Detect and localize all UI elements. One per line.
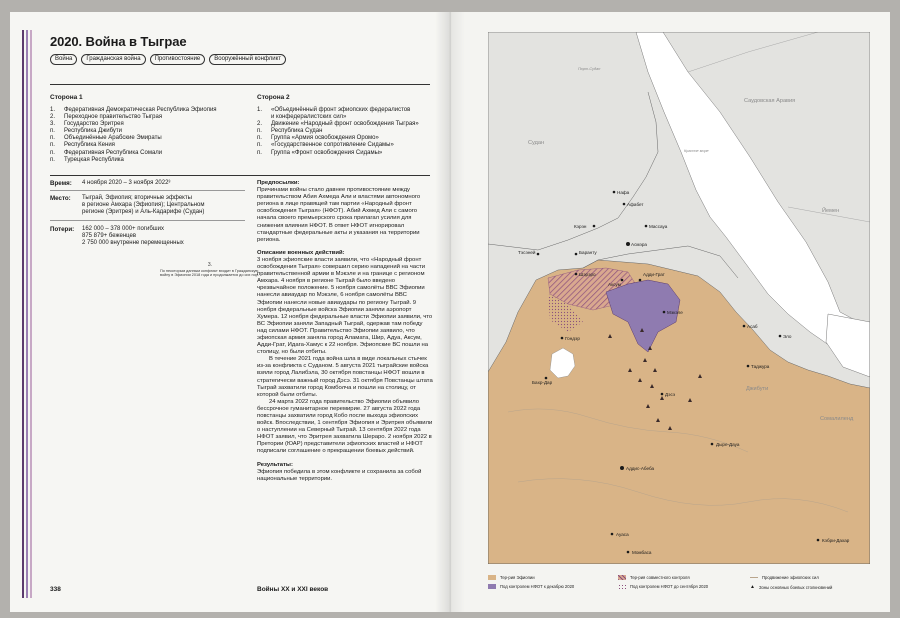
- place-label: Место:: [50, 195, 71, 202]
- region-label: Судан: [528, 140, 545, 146]
- city-dot: [645, 225, 648, 228]
- actions-paragraph: В течение 2021 года война шла в виде локальных стычек из-за конфликта с Суданом. 5 августа 2021 тыграйские войска взяли город Лалибэла, 30 октября повстанцы НФОТ вошли в стратегически важный город Дэсэ. 31 октября Повстанцы штата Тыграй захватили город Комболча и пошли на столицу, от которой были отбиты.: [257, 356, 433, 398]
- tag[interactable]: Война: [50, 54, 77, 65]
- footnote: 3. По некоторым данным конфликт входит в Гражданскую войну в Эфиопии 2018 года и продолжается до сих пор.: [160, 262, 259, 278]
- list-item: п. Турецкая Республика: [50, 156, 124, 163]
- tag[interactable]: Противостояние: [150, 54, 206, 65]
- legend-swatch: [488, 575, 496, 580]
- city-label: Порт-Судан: [578, 67, 601, 71]
- city-dot: [537, 253, 540, 256]
- city-label: Дыре-Дауа: [716, 442, 740, 447]
- city-label: Массауа: [649, 224, 668, 229]
- city-dot: [575, 273, 578, 276]
- city-dot: [613, 191, 616, 194]
- city-label: Момбаса: [632, 550, 652, 555]
- list-item: п. Федеративная Республика Сомали: [50, 149, 163, 156]
- city-dot: [626, 242, 630, 246]
- edge-stripe: [30, 30, 32, 598]
- city-label: Адди-Грат: [643, 272, 665, 277]
- legend-item: ▲ Зоны основных боевых столкновений: [750, 584, 833, 590]
- region-label: Сомалиленд: [820, 416, 854, 422]
- side2-list: [257, 107, 437, 157]
- list-item: п. Объединённые Арабские Эмираты: [50, 135, 162, 142]
- legend-item: Под контролем НФОТ к декабрю 2020: [488, 584, 574, 589]
- city-dot: [747, 365, 750, 368]
- losses-label: Потери:: [50, 226, 75, 233]
- city-dot: [817, 539, 820, 542]
- city-label: Шэрэро: [579, 272, 596, 277]
- city-label: Асмэра: [631, 242, 647, 247]
- results-heading: Результаты:: [257, 461, 293, 468]
- tag-list: [50, 54, 286, 65]
- city-dot: [611, 533, 614, 536]
- body-text: [257, 180, 433, 483]
- list-item: 2. Движение «Народный фронт освобождения Тыграя»: [257, 121, 419, 128]
- city-dot: [743, 325, 746, 328]
- list-item: п. «Государственное сопротивление Сидамы»: [257, 142, 394, 149]
- city-dot: [711, 443, 714, 446]
- list-item: и конфедералистских сил»: [271, 114, 347, 121]
- edge-stripe: [22, 30, 24, 598]
- actions-paragraph: 24 марта 2022 года правительство Эфиопии объявило бессрочное гуманитарное перемирие. 27 августа 2022 года повстанцы захватили город Кобо после выхода эфиопских войск. Впоследствии, 1 сентября Эфиопия и Эритрея объявили о наступлении на Северный Тыграй. 13 сентября 2022 года НФОТ заявил, что Эритрея захватила Шерарo. 2 ноября 2022 в Претории (ЮАР) представители эфиопских властей и НФОТ подписали соглашение о прекращении боевых действий.: [257, 398, 433, 455]
- city-label: Асаб: [747, 324, 758, 329]
- map-legend: [488, 572, 870, 596]
- running-title: Войны XX и XXI веков: [257, 586, 329, 593]
- list-item: 1. «Объединённый фронт эфиопских федералистов: [257, 107, 411, 113]
- legend-swatch: [488, 584, 496, 589]
- actions-heading: Описание военных действий:: [257, 249, 345, 256]
- city-label: Кэрэн: [574, 224, 587, 229]
- city-label: Аксум: [608, 282, 621, 287]
- city-label: Аддис-Абеба: [626, 466, 655, 471]
- divider: [50, 175, 430, 176]
- legend-swatch: [618, 584, 626, 589]
- tigray-war-map: [488, 32, 870, 564]
- list-item: 1. Федеративная Демократическая Республика Эфиопия: [50, 107, 217, 113]
- city-label: Баранту: [579, 250, 597, 255]
- city-label: Мэкэле: [667, 310, 683, 315]
- city-dot: [779, 335, 782, 338]
- city-dot: [575, 253, 578, 256]
- right-page: [450, 12, 890, 612]
- city-dot: [661, 393, 664, 396]
- legend-swatch: [618, 575, 626, 580]
- region-label: Йемен: [822, 208, 840, 214]
- city-label: Афабет: [627, 202, 644, 207]
- list-item: п. Республика Кения: [50, 142, 115, 149]
- results-text: Эфиопия победила в этом конфликте и сохранила за собой национальные территории.: [257, 468, 422, 482]
- list-item: п. Республика Джибути: [50, 128, 123, 135]
- edge-stripe: [26, 30, 28, 598]
- city-label: Дэсэ: [665, 392, 676, 397]
- tag[interactable]: Вооружённый конфликт: [209, 54, 286, 65]
- battle-icon: ▲: [750, 584, 755, 590]
- tag[interactable]: Гражданская война: [81, 54, 145, 65]
- city-dot: [627, 551, 630, 554]
- legend-item: Под контролем НФОТ до сентября 2020: [618, 584, 708, 589]
- place-value: Тыграй, Эфиопия; вторичные эффекты в регионе Амхара (Эфиопия); Центральном регионе (Эритрея) и Аль-Кадарифе (Судан): [82, 195, 205, 216]
- losses-value: 162 000 – 378 000+ погибших 875 879+ беженцев 2 750 000 внутренне перемещенных: [82, 226, 184, 247]
- city-dot: [561, 337, 564, 340]
- city-label: Эло: [783, 334, 792, 339]
- city-label: Бахр-Дар: [532, 380, 553, 385]
- city-label: Таджура: [751, 364, 770, 369]
- legend-item: Тер-рия Эфиопии: [488, 575, 535, 580]
- book-spread: [10, 12, 890, 612]
- divider: [50, 84, 430, 85]
- actions-paragraph: 3 ноября эфиопские власти заявили, что «Народный фронт освобождения Тыграя» совершил серию нападений на части правительственной армии в Мэкэле и на границе с регионом Амхара. 4 ноября в регионе Тыграй было введено чрезвычайное положение. 5 ноября самолёты ВВС Эфиопии нанесли авиаудар по Мэкэле, 6 ноября самолёты ВВС Эфиопии нанесли новые авиаудары по региону Тыграй. 9 ноября федеральные войска Эфиопии заняли аэропорт Хумера. 12 ноября федеральные власти Эфиопии заявили, что ВС Эфиопии заняли Западный Тыграй, одержав там победу над силами НФОТ. Правительство Эфиопии заявило, что эфиопская армия заняла город Аламата, Шир, Адуа, Аксум, Адди-Грат, Идага-Хамус к 22 ноября. Эфиопские ВС пошли на столицу, но были отбиты.: [257, 256, 433, 356]
- city-dot: [621, 279, 624, 282]
- city-dot: [623, 203, 626, 206]
- gutter-shadow: [435, 12, 465, 612]
- city-dot: [639, 279, 642, 282]
- city-label: Нафа: [617, 190, 630, 195]
- city-dot: [593, 225, 596, 228]
- list-item: п. Группа «Фронт освобождения Сидамы»: [257, 149, 383, 156]
- side1-list: [50, 107, 250, 164]
- side1-heading: Сторона 1: [50, 94, 83, 101]
- prereq-text: Причинами войны стало давнее противостояние между правительством Абия Ахмеда Али и властями автономного региона в лице правящей там партии «Народный фронт освобождения Тыграя» (НФОТ). Абий Ахмед Али с самого начала своего премьерского срока прилагал усилия для снижения влияния НФОТ. В ответ НФОТ игнорировал стандартные федеральные акты и указания на территории региона.: [257, 187, 421, 243]
- left-page: [10, 12, 450, 612]
- page-number: 338: [50, 586, 61, 593]
- city-label: Тэсэней: [518, 250, 536, 255]
- prereq-heading: Предпосылки:: [257, 180, 300, 186]
- page-title: 2020. Война в Тыграе: [50, 34, 187, 49]
- time-value: 4 ноября 2020 – 3 ноября 2022³: [82, 180, 171, 186]
- legend-swatch: [750, 577, 758, 578]
- city-label: Гондэр: [565, 336, 580, 341]
- side2-heading: Сторона 2: [257, 94, 290, 101]
- region-label: Джибути: [746, 386, 769, 392]
- city-label: Кэбри-Дахар: [822, 538, 850, 543]
- city-dot: [663, 311, 666, 314]
- city-dot: [545, 377, 548, 380]
- list-item: п. Группа «Армия освобождения Оромо»: [257, 135, 379, 142]
- list-item: 3. Государство Эритрея: [50, 121, 124, 128]
- legend-item: Тер-рия совместного контроля: [618, 575, 690, 580]
- divider: [50, 190, 245, 191]
- divider: [50, 220, 245, 221]
- legend-item: Продвижение эфиопских сил: [750, 575, 819, 580]
- list-item: 2. Переходное правительство Тыграя: [50, 114, 163, 121]
- region-label: Саудовская Аравия: [744, 98, 796, 104]
- city-dot: [620, 466, 624, 470]
- city-label: Ауаса: [616, 532, 629, 537]
- time-label: Время:: [50, 180, 72, 187]
- list-item: п. Республика Судан: [257, 128, 323, 135]
- sea-label: Красное море: [684, 149, 709, 153]
